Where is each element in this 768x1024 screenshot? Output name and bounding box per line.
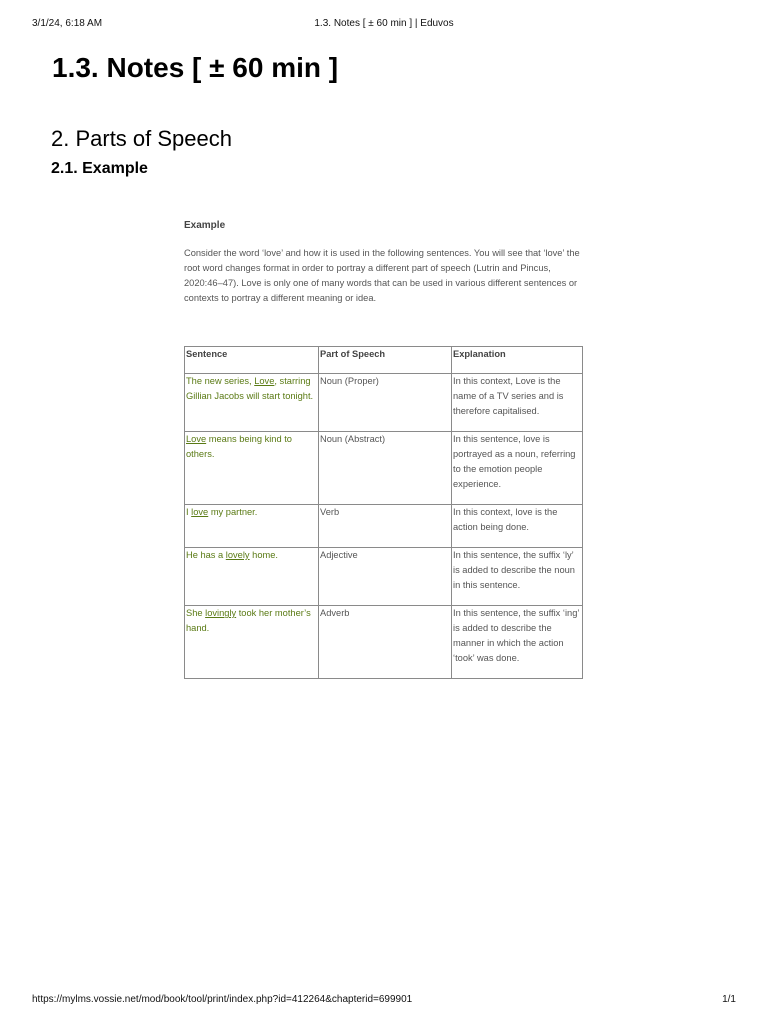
- example-paragraph: Consider the word ‘love’ and how it is used in the following sentences. You will see that ‘love’ the root word changes format in order to portray a different part of speech (Lutrin and Pincus, 2020:46–47). Love is only one of many words that can be used in various different sentences or contexts to portray a different meaning or idea.: [184, 248, 580, 303]
- column-header-sentence: Sentence: [185, 347, 319, 374]
- sentence-text: I: [186, 507, 192, 517]
- table-row: [185, 432, 583, 505]
- example-label: Example: [184, 220, 226, 231]
- highlighted-word: lovely: [225, 550, 250, 560]
- table-row: [185, 606, 583, 679]
- explanation-cell: In this context, Love is the name of a TV series and is therefore capitalised.: [452, 374, 583, 432]
- table-row: [185, 505, 583, 548]
- parts-of-speech-table: [184, 346, 583, 679]
- subsection-heading: 2.1. Example: [51, 160, 148, 177]
- explanation-cell: In this sentence, the suffix ‘ly’ is added to describe the noun in this sentence.: [452, 548, 583, 606]
- sentence-cell: [185, 505, 319, 548]
- table-row: [185, 548, 583, 606]
- highlighted-word: Love: [254, 376, 275, 386]
- sentence-text: my partner.: [208, 507, 258, 517]
- print-datetime: 3/1/24, 6:18 AM: [32, 18, 103, 29]
- highlighted-word: lovingly: [205, 608, 237, 618]
- part-of-speech-cell: Verb: [319, 505, 452, 548]
- sentence-text: He has a: [186, 550, 226, 560]
- sentence-text: means being kind to others.: [186, 434, 292, 459]
- print-url: https://mylms.vossie.net/mod/book/tool/print/index.php?id=412264&chapterid=699901: [32, 994, 413, 1005]
- sentence-text: The new series,: [186, 376, 255, 386]
- column-header-part-of-speech: Part of Speech: [319, 347, 452, 374]
- page-title: 1.3. Notes [ ± 60 min ]: [52, 52, 339, 83]
- part-of-speech-cell: Adjective: [319, 548, 452, 606]
- explanation-cell: In this sentence, love is portrayed as a noun, referring to the emotion people experience.: [452, 432, 583, 505]
- table-header-row: [185, 347, 583, 374]
- part-of-speech-cell: Adverb: [319, 606, 452, 679]
- table-row: [185, 374, 583, 432]
- explanation-cell: In this context, love is the action being done.: [452, 505, 583, 548]
- sentence-text: took her mother’s hand.: [186, 608, 311, 633]
- part-of-speech-cell: Noun (Proper): [319, 374, 452, 432]
- column-header-explanation: Explanation: [452, 347, 583, 374]
- sentence-text: , starring Gillian Jacobs will start tonight.: [186, 376, 314, 401]
- sentence-cell: [185, 432, 319, 505]
- sentence-text: She: [186, 608, 206, 618]
- sentence-text: home.: [249, 550, 278, 560]
- sentence-cell: [185, 606, 319, 679]
- sentence-cell: [185, 374, 319, 432]
- sentence-cell: [185, 548, 319, 606]
- highlighted-word: Love: [186, 434, 207, 444]
- explanation-cell: In this sentence, the suffix ‘ing’ is added to describe the manner in which the action ‘took’ was done.: [452, 606, 583, 679]
- page-count: 1/1: [722, 994, 736, 1005]
- section-heading: 2. Parts of Speech: [51, 126, 232, 151]
- highlighted-word: love: [191, 507, 209, 517]
- part-of-speech-cell: Noun (Abstract): [319, 432, 452, 505]
- print-page-title: 1.3. Notes [ ± 60 min ] | Eduvos: [314, 18, 454, 29]
